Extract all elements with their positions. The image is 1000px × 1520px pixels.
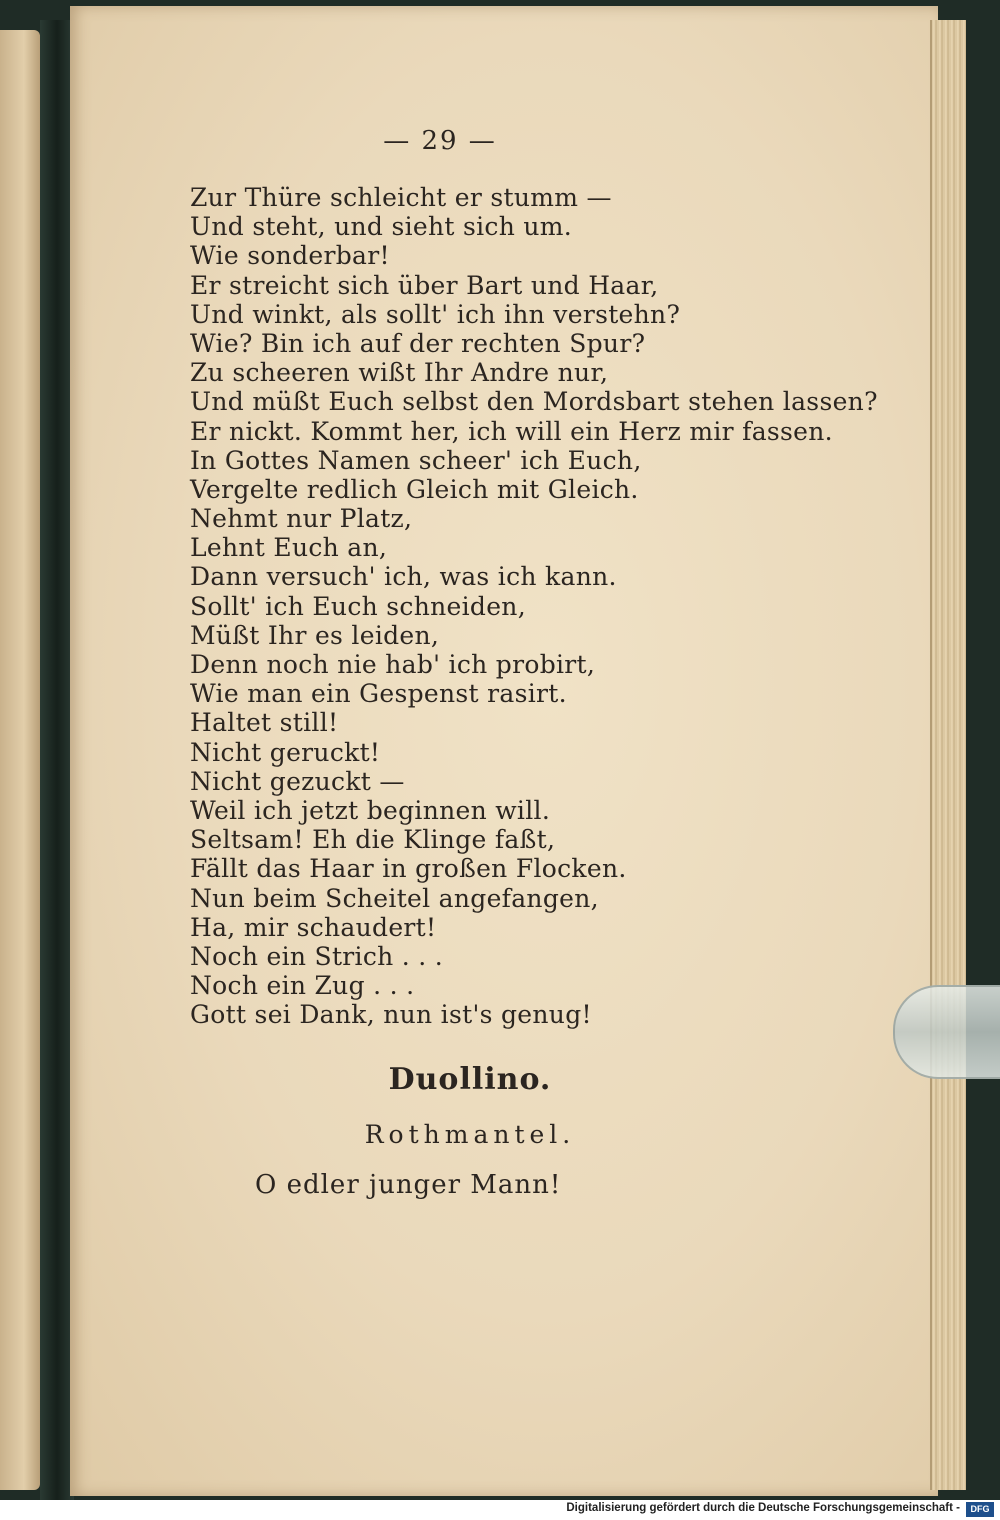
- verse-line: Wie sonderbar!: [190, 241, 390, 271]
- verse-line: Noch ein Zug . . .: [190, 971, 415, 1001]
- verse-line: Nicht geruckt!: [190, 737, 381, 767]
- verse-line: Zu scheeren wißt Ihr Andre nur,: [190, 358, 609, 388]
- verse-line: Noch ein Strich . . .: [190, 941, 444, 971]
- verse-line: Und müßt Euch selbst den Mordsbart stehen lassen?: [190, 387, 878, 417]
- verse-line: Er streicht sich über Bart und Haar,: [190, 270, 659, 300]
- verse-line: Nehmt nur Platz,: [190, 504, 413, 534]
- verse-line: Haltet still!: [190, 708, 339, 738]
- verse-line: Weil ich jetzt beginnen will.: [190, 795, 551, 825]
- verse-line: Gott sei Dank, nun ist's genug!: [190, 1000, 592, 1030]
- verse-line: Sollt' ich Euch schneiden,: [190, 591, 526, 621]
- verse-line: Ha, mir schaudert!: [190, 912, 437, 942]
- verse-line: Wie? Bin ich auf der rechten Spur?: [190, 328, 646, 358]
- verse-line: Denn noch nie hab' ich probirt,: [190, 650, 596, 679]
- verse-line: Und winkt, als sollt' ich ihn verstehn?: [190, 299, 681, 329]
- dfg-logo-icon: DFG: [966, 1502, 994, 1517]
- footer-bar: [0, 1500, 1000, 1520]
- verse-line: Und steht, und sieht sich um.: [190, 212, 573, 242]
- verse-line: Vergelte redlich Gleich mit Gleich.: [190, 474, 639, 504]
- page-number: — 29 —: [383, 126, 497, 156]
- speaker-heading: Duollino.: [388, 1062, 552, 1097]
- verse-block: [190, 183, 878, 1030]
- verse-line: Nun beim Scheitel angefangen,: [190, 883, 599, 913]
- verse-line: Lehnt Euch an,: [190, 533, 388, 563]
- verse-line: Nicht gezuckt —: [190, 766, 405, 796]
- verse-line: Fällt das Haar in großen Flocken.: [190, 854, 627, 884]
- verse-line: Dann versuch' ich, was ich kann.: [190, 562, 617, 592]
- footer-credit: Digitalisierung gefördert durch die Deutsche Forschungsgemeinschaft -: [566, 1502, 960, 1514]
- verse-line: Müßt Ihr es leiden,: [190, 620, 440, 650]
- verse-line: In Gottes Namen scheer' ich Euch,: [190, 445, 642, 475]
- character-name: Rothmantel.: [364, 1120, 576, 1149]
- verse-line: Er nickt. Kommt her, ich will ein Herz mir fassen.: [190, 416, 833, 446]
- final-verse-line: O edler junger Mann!: [255, 1170, 562, 1200]
- verse-line: Wie man ein Gespenst rasirt.: [190, 679, 567, 709]
- verse-line: Seltsam! Eh die Klinge faßt,: [190, 825, 556, 855]
- verse-line: Zur Thüre schleicht er stumm —: [190, 183, 612, 212]
